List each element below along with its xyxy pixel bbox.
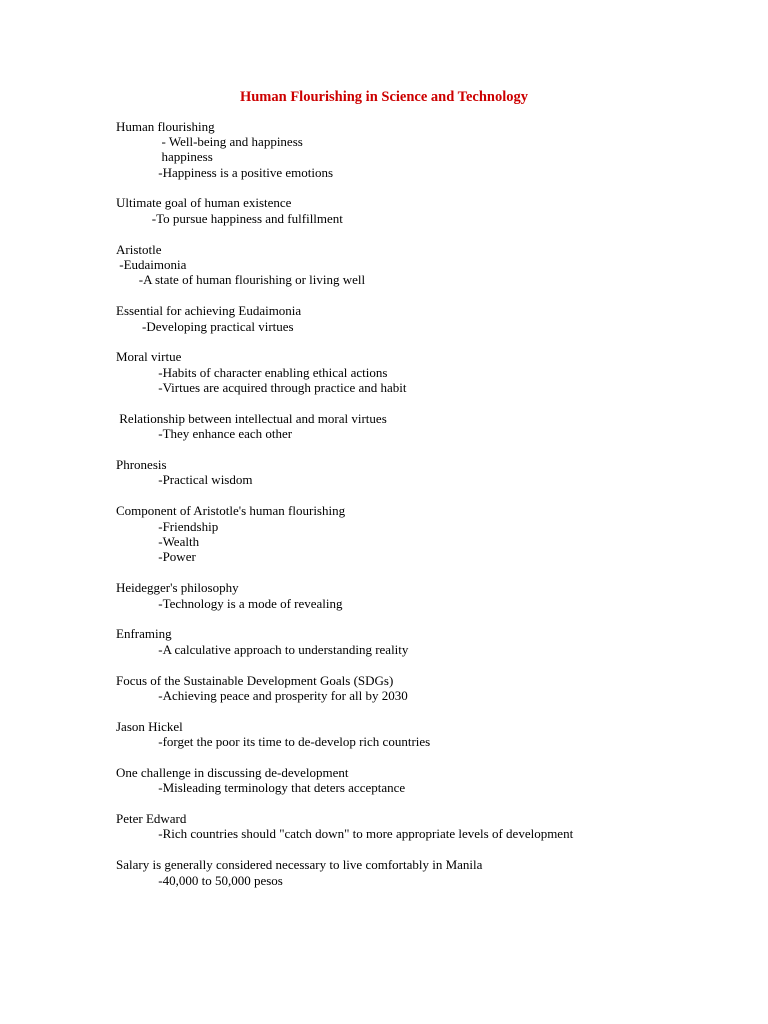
text-line: -Eudaimonia: [116, 257, 187, 273]
document-body: [116, 119, 756, 889]
blank-line: [116, 334, 756, 349]
text-line: Essential for achieving Eudaimonia: [116, 303, 302, 319]
text-line: Ultimate goal of human existence: [116, 195, 292, 211]
text-line: Focus of the Sustainable Development Goals (SDGs): [116, 672, 394, 688]
text-line: -Practical wisdom: [116, 472, 253, 488]
text-line: Moral virtue: [116, 349, 182, 365]
text-line: Peter Edward: [116, 811, 187, 827]
blank-line: [116, 396, 756, 411]
text-line: -Wealth: [116, 534, 200, 550]
text-line: One challenge in discussing de-development: [116, 764, 349, 780]
blank-line: [116, 288, 756, 303]
blank-line: [116, 180, 756, 195]
blank-line: [116, 796, 756, 811]
text-line: -Virtues are acquired through practice and habit: [116, 380, 407, 396]
blank-line: [116, 226, 756, 241]
text-line: Component of Aristotle's human flourishing: [116, 503, 346, 519]
blank-line: [116, 611, 756, 626]
text-line: -To pursue happiness and fulfillment: [116, 210, 343, 226]
text-line: Enframing: [116, 626, 172, 642]
text-line: Human flourishing: [116, 118, 215, 134]
document-title: Human Flourishing in Science and Technology: [239, 89, 529, 105]
text-line: happiness: [116, 149, 213, 165]
blank-line: [116, 657, 756, 672]
text-line: -Technology is a mode of revealing: [116, 595, 343, 611]
text-line: Phronesis: [116, 457, 167, 473]
blank-line: [116, 842, 756, 857]
text-line: -Friendship: [116, 518, 219, 534]
text-line: -A calculative approach to understanding reality: [116, 641, 409, 657]
text-line: -Developing practical virtues: [116, 318, 294, 334]
text-line: Aristotle: [116, 241, 162, 257]
blank-line: [116, 442, 756, 457]
text-line: -Habits of character enabling ethical actions: [116, 364, 388, 380]
blank-line: [116, 703, 756, 718]
text-line: Relationship between intellectual and moral virtues: [116, 410, 387, 426]
text-line: -Power: [116, 549, 196, 565]
blank-line: [116, 565, 756, 580]
text-line: - Well-being and happiness: [116, 133, 303, 149]
text-line: Jason Hickel: [116, 718, 183, 734]
text-line: -A state of human flourishing or living well: [116, 272, 366, 288]
text-line: Heidegger's philosophy: [116, 580, 239, 596]
text-line: -Misleading terminology that deters acceptance: [116, 780, 406, 796]
text-line: -40,000 to 50,000 pesos: [116, 872, 283, 888]
text-line: -Happiness is a positive emotions: [116, 164, 334, 180]
blank-line: [116, 750, 756, 765]
blank-line: [116, 488, 756, 503]
text-line: -Rich countries should "catch down" to more appropriate levels of development: [116, 826, 574, 842]
text-line: -forget the poor its time to de-develop rich countries: [116, 734, 431, 750]
text-line: -Achieving peace and prosperity for all by 2030: [116, 687, 408, 703]
text-line: Salary is generally considered necessary to live comfortably in Manila: [116, 857, 483, 873]
text-line: -They enhance each other: [116, 426, 293, 442]
